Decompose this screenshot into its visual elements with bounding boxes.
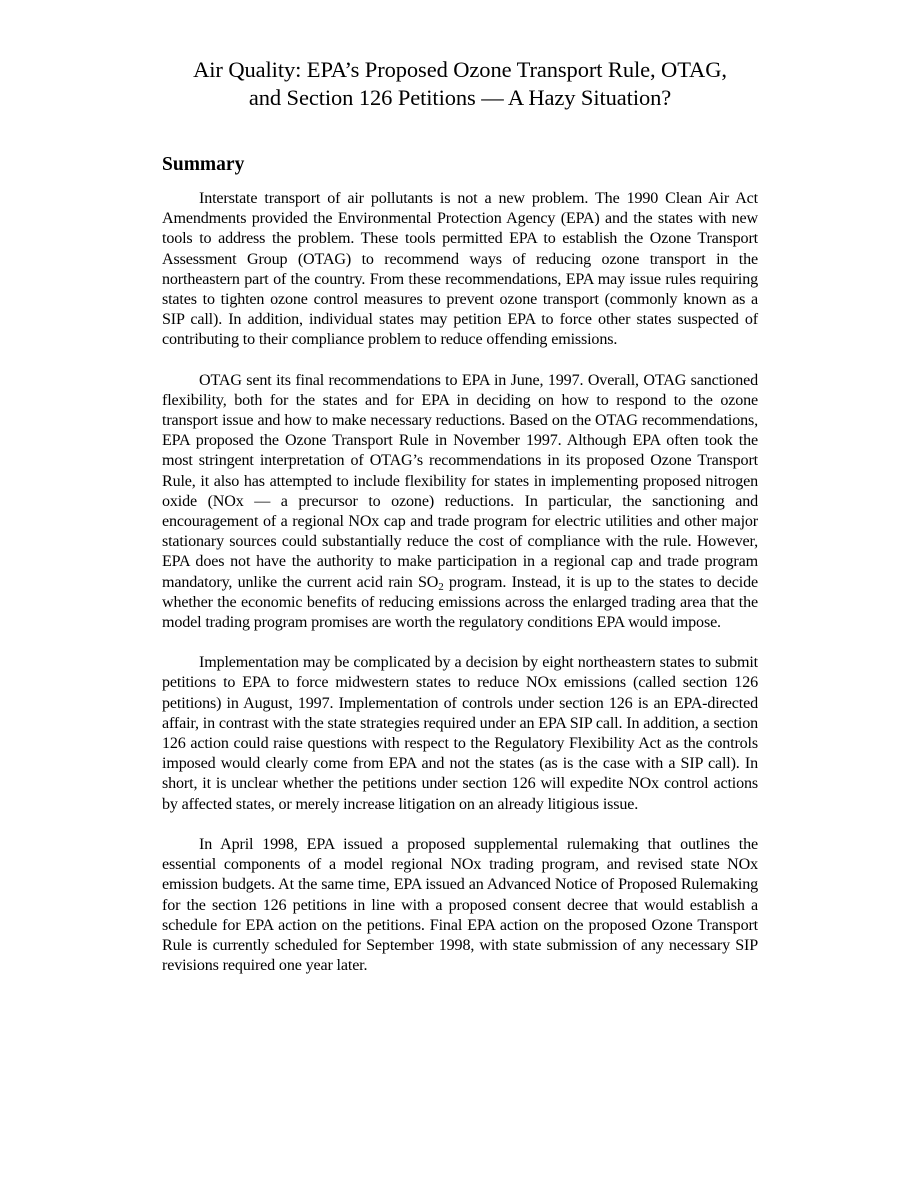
summary-paragraph-2 bbox=[162, 371, 758, 634]
paragraph-2-text-before-subscript: OTAG sent its final recommendations to EPA in June, 1997. Overall, OTAG sanctioned flexibility, both for the states and for EPA in deciding on how to respond to the ozone transport issue and how to make necessary reductions. Based on the OTAG recommendations, EPA proposed the Ozone Transport Rule in November 1997. Although EPA often took the most stringent interpretation of OTAG’s recommendations in its proposed Ozone Transport Rule, it also has attempted to include flexibility for states in implementing proposed nitrogen oxide (NOx — a precursor to ozone) reductions. In particular, the sanctioning and encouragement of a regional NOx cap and trade program for electric utilities and other major stationary sources could substantially reduce the cost of compliance with the rule. However, EPA does not have the authority to make participation in a regional cap and trade program mandatory, unlike the current acid rain SO bbox=[162, 371, 758, 591]
so2-subscript: 2 bbox=[438, 580, 444, 593]
title-line-1: Air Quality: EPA’s Proposed Ozone Transport Rule, OTAG, bbox=[193, 57, 727, 82]
document-page bbox=[162, 56, 758, 976]
paragraph-2-text-after-subscript: program. Instead, it is up to the states to decide whether the economic benefits of reducing emissions across the enlarged trading area that the model trading program promises are worth the regulatory conditions EPA would impose. bbox=[162, 573, 758, 632]
document-title bbox=[162, 56, 758, 112]
summary-paragraph-3: Implementation may be complicated by a decision by eight northeastern states to submit petitions to EPA to force midwestern states to reduce NOx emissions (called section 126 petitions) in August, 1997. Implementation of controls under section 126 is an EPA-directed affair, in contrast with the state strategies required under an EPA SIP call. In addition, a section 126 action could raise questions with respect to the Regulatory Flexibility Act as the controls imposed would clearly come from EPA and not the states (as is the case with a SIP call). In short, it is unclear whether the petitions under section 126 will expedite NOx control actions by affected states, or merely increase litigation on an already litigious issue. bbox=[162, 654, 758, 813]
summary-paragraph-1: Interstate transport of air pollutants is not a new problem. The 1990 Clean Air Act Amendments provided the Environmental Protection Agency (EPA) and the states with new tools to address the problem. These tools permitted EPA to establish the Ozone Transport Assessment Group (OTAG) to recommend ways of reducing ozone transport in the northeastern part of the country. From these recommendations, EPA may issue rules requiring states to tighten ozone control measures to prevent ozone transport (commonly known as a SIP call). In addition, individual states may petition EPA to force other states suspected of contributing to their compliance problem to reduce offending emissions. bbox=[162, 190, 758, 349]
summary-heading: Summary bbox=[162, 154, 245, 175]
summary-paragraph-4: In April 1998, EPA issued a proposed supplemental rulemaking that outlines the essential components of a model regional NOx trading program, and revised state NOx emission budgets. At the same time, EPA issued an Advanced Notice of Proposed Rulemaking for the section 126 petitions in line with a proposed consent decree that would establish a schedule for EPA action on the petitions. Final EPA action on the proposed Ozone Transport Rule is currently scheduled for September 1998, with state submission of any necessary SIP revisions required one year later. bbox=[162, 835, 758, 975]
title-line-2: and Section 126 Petitions — A Hazy Situation? bbox=[248, 85, 672, 110]
